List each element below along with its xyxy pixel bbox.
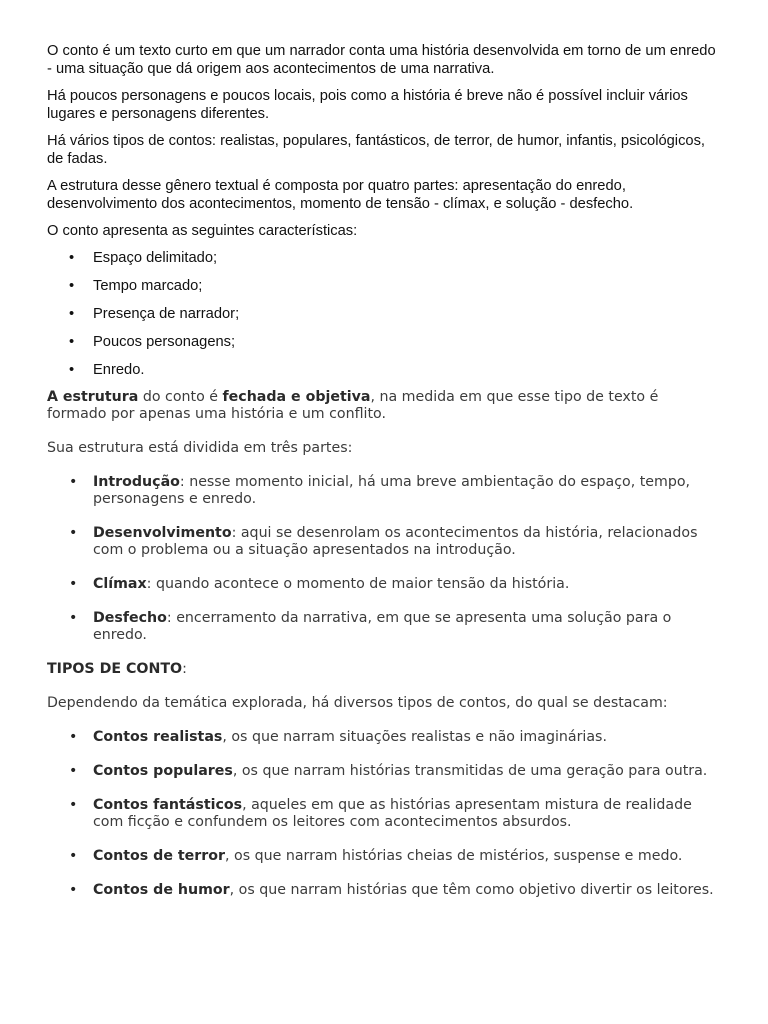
list-item: • Tempo marcado; bbox=[93, 277, 718, 295]
list-item: • Espaço delimitado; bbox=[93, 249, 718, 267]
list-item bbox=[93, 576, 718, 593]
structure-parts-list bbox=[47, 474, 718, 644]
list-item bbox=[93, 525, 718, 559]
bold-term: Clímax bbox=[93, 576, 147, 592]
structure-section bbox=[47, 389, 718, 899]
bold-term: fechada e objetiva bbox=[222, 389, 371, 405]
item-description: : aqui se desenrolam os acontecimentos da história, relacionados com o problema ou a situação apresentados na introdução. bbox=[93, 525, 698, 558]
bold-term: Desenvolvimento bbox=[93, 525, 232, 541]
list-item: • Presença de narrador; bbox=[93, 305, 718, 323]
text-run: , na medida em que esse tipo de texto é formado por apenas uma história e um conflito. bbox=[47, 389, 659, 422]
list-item: • Enredo. bbox=[93, 361, 718, 379]
list-item bbox=[93, 797, 718, 831]
text-run: do conto é bbox=[138, 389, 223, 405]
item-description: , aqueles em que as histórias apresentam mistura de realidade com ficção e confundem os leitores com acontecimentos absurdos. bbox=[93, 797, 692, 830]
item-description: , os que narram situações realistas e não imaginárias. bbox=[222, 729, 607, 745]
item-description: : nesse momento inicial, há uma breve ambientação do espaço, tempo, personagens e enredo. bbox=[93, 474, 691, 507]
types-intro: Dependendo da temática explorada, há diversos tipos de contos, do qual se destacam: bbox=[47, 695, 668, 711]
intro-paragraph: O conto é um texto curto em que um narrador conta uma história desenvolvida em torno de um enredo - uma situação que dá origem aos acontecimentos de uma narrativa. bbox=[47, 43, 716, 77]
item-description: , os que narram histórias transmitidas de uma geração para outra. bbox=[232, 763, 708, 779]
types-heading bbox=[47, 661, 718, 678]
bold-term: A estrutura bbox=[47, 389, 139, 405]
item-description: , os que narram histórias cheias de mistérios, suspense e medo. bbox=[225, 848, 683, 864]
types-list bbox=[47, 729, 718, 899]
structure-paragraph bbox=[47, 389, 718, 423]
list-item bbox=[93, 474, 718, 508]
list-item bbox=[93, 610, 718, 644]
list-item bbox=[93, 848, 718, 865]
list-item bbox=[93, 763, 718, 780]
list-item: • Poucos personagens; bbox=[93, 333, 718, 351]
bold-term: Contos populares bbox=[93, 763, 233, 779]
intro-paragraph: A estrutura desse gênero textual é composta por quatro partes: apresentação do enredo, desenvolvimento dos acontecimentos, momento de tensão - clímax, e solução - desfecho. bbox=[47, 178, 634, 212]
characteristics-list bbox=[47, 249, 718, 379]
bold-term: Contos fantásticos bbox=[93, 797, 243, 813]
intro-paragraph: Há vários tipos de contos: realistas, populares, fantásticos, de terror, de humor, infantis, psicológicos, de fadas. bbox=[47, 133, 706, 167]
bold-term: Contos realistas bbox=[93, 729, 223, 745]
structure-paragraph: Sua estrutura está dividida em três partes: bbox=[47, 440, 353, 456]
bold-term: Contos de terror bbox=[93, 848, 226, 864]
heading-text: TIPOS DE CONTO bbox=[47, 661, 183, 677]
heading-colon: : bbox=[182, 661, 187, 677]
item-description: : encerramento da narrativa, em que se apresenta uma solução para o enredo. bbox=[93, 610, 672, 643]
intro-paragraph: Há poucos personagens e poucos locais, pois como a história é breve não é possível incluir vários lugares e personagens diferentes. bbox=[47, 88, 688, 122]
intro-paragraph: O conto apresenta as seguintes características: bbox=[47, 223, 358, 239]
bold-term: Introdução bbox=[93, 474, 180, 490]
item-description: : quando acontece o momento de maior tensão da história. bbox=[146, 576, 570, 592]
bold-term: Contos de humor bbox=[93, 882, 230, 898]
list-item bbox=[93, 729, 718, 746]
list-item bbox=[93, 882, 718, 899]
bold-term: Desfecho bbox=[93, 610, 167, 626]
item-description: , os que narram histórias que têm como objetivo divertir os leitores. bbox=[229, 882, 714, 898]
intro-section bbox=[47, 42, 718, 379]
